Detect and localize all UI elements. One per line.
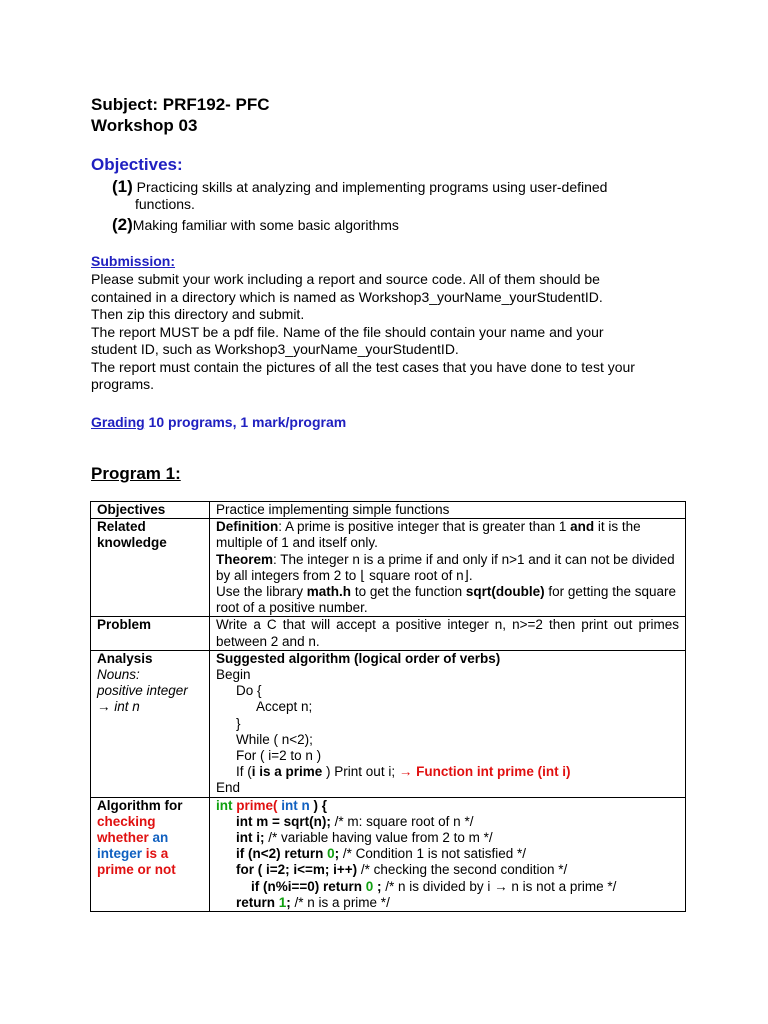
checking-label: checking bbox=[97, 813, 156, 829]
algorithm-line: Accept n; bbox=[256, 699, 313, 715]
submission-line: The report MUST be a pdf file. Name of the file should contain your name and your bbox=[91, 323, 604, 340]
objective-item-2 bbox=[112, 216, 672, 234]
objectives-label: Objectives bbox=[91, 502, 210, 519]
code-line: for ( i=2; i<=m; i++) /* checking the second condition */ bbox=[236, 862, 568, 878]
submission-heading: Submission: bbox=[91, 253, 176, 269]
related-knowledge-label: Related knowledge bbox=[91, 519, 210, 617]
header-block bbox=[91, 94, 270, 136]
table-row bbox=[91, 617, 686, 650]
code-line: return 1; /* n is a prime */ bbox=[236, 894, 390, 910]
grading-line bbox=[91, 414, 346, 430]
related-knowledge-cell bbox=[210, 519, 686, 617]
nouns-label: Nouns: bbox=[97, 667, 140, 683]
table-row bbox=[91, 519, 686, 617]
submission-line: contained in a directory which is named as Workshop3_yourName_yourStudentID. bbox=[91, 288, 603, 305]
integer-is-a-label: integer is a bbox=[97, 846, 169, 862]
submission-body bbox=[91, 271, 691, 394]
algorithm-line: Do { bbox=[236, 683, 262, 699]
program-1-heading: Program 1: bbox=[91, 464, 181, 483]
algorithm-line: For ( i=2 to n ) bbox=[236, 748, 322, 764]
objective-text-continued: functions. bbox=[135, 196, 195, 212]
definition-text: Definition: A prime is positive integer that is greater than 1 and it is the multiple of 1 and itself only. bbox=[216, 519, 641, 551]
objective-number: (2) bbox=[112, 215, 133, 234]
table-row bbox=[91, 797, 686, 911]
objective-item-1 bbox=[112, 178, 672, 213]
prime-or-not-label: prime or not bbox=[97, 862, 176, 878]
nouns-line-1: positive integer bbox=[97, 683, 188, 699]
objective-text: Making familiar with some basic algorithms bbox=[132, 217, 399, 233]
analysis-label-cell bbox=[91, 650, 210, 797]
table-row bbox=[91, 502, 686, 519]
algorithm-for-label: Algorithm for bbox=[97, 797, 183, 813]
table-row bbox=[91, 650, 686, 797]
algorithm-for-label-cell bbox=[91, 797, 210, 911]
grading-label: Grading bbox=[91, 414, 145, 430]
objective-text: Practicing skills at analyzing and implementing programs using user-defined bbox=[132, 179, 608, 195]
algorithm-line: If (i is a prime ) Print out i; → Function int prime (int i) bbox=[236, 764, 571, 780]
nouns-line-2: → int n bbox=[97, 699, 140, 715]
algorithm-title: Suggested algorithm (logical order of verbs) bbox=[216, 650, 501, 666]
algorithm-line: End bbox=[216, 780, 241, 796]
problem-cell: Write a C that will accept a positive integer n, n>=2 then print out primes between 2 and n. bbox=[210, 617, 686, 650]
objectives-cell: Practice implementing simple functions bbox=[210, 502, 686, 519]
code-line: int m = sqrt(n); /* m: square root of n */ bbox=[236, 813, 474, 829]
objective-number: (1) bbox=[112, 177, 133, 196]
code-line: if (n<2) return 0; /* Condition 1 is not satisfied */ bbox=[236, 846, 527, 862]
theorem-text: Theorem: The integer n is a prime if and only if n>1 and it can not be divided by all integers from 2 to ⌊ square root of n⌋. bbox=[216, 551, 675, 583]
analysis-cell bbox=[210, 650, 686, 797]
submission-line: student ID, such as Workshop3_yourName_yourStudentID. bbox=[91, 341, 459, 357]
library-text: Use the library math.h to get the function sqrt(double) for getting the square root of a positive number. bbox=[216, 584, 676, 616]
program-1-table bbox=[90, 501, 686, 912]
algorithm-line: Begin bbox=[216, 667, 251, 683]
code-line: if (n%i==0) return 0 ; /* n is divided by i → n is not a prime */ bbox=[251, 878, 617, 894]
grading-text: 10 programs, 1 mark/program bbox=[144, 414, 347, 430]
submission-line: programs. bbox=[91, 376, 155, 392]
code-line: int i; /* variable having value from 2 to m */ bbox=[236, 830, 493, 846]
subject-title: Subject: PRF192- PFC bbox=[91, 95, 270, 114]
algorithm-line: While ( n<2); bbox=[236, 731, 313, 747]
problem-label: Problem bbox=[91, 617, 210, 650]
submission-line: The report must contain the pictures of all the test cases that you have done to test your bbox=[91, 358, 635, 375]
submission-line: Then zip this directory and submit. bbox=[91, 306, 305, 322]
code-cell bbox=[210, 797, 686, 911]
workshop-title: Workshop 03 bbox=[91, 116, 198, 135]
submission-line: Please submit your work including a report and source code. All of them should be bbox=[91, 271, 600, 287]
analysis-label: Analysis bbox=[97, 650, 153, 666]
whether-an-label: whether an bbox=[97, 830, 169, 846]
code-line: int prime( int n ) { bbox=[216, 797, 328, 813]
objectives-heading: Objectives: bbox=[91, 155, 183, 174]
algorithm-line: } bbox=[236, 715, 241, 731]
